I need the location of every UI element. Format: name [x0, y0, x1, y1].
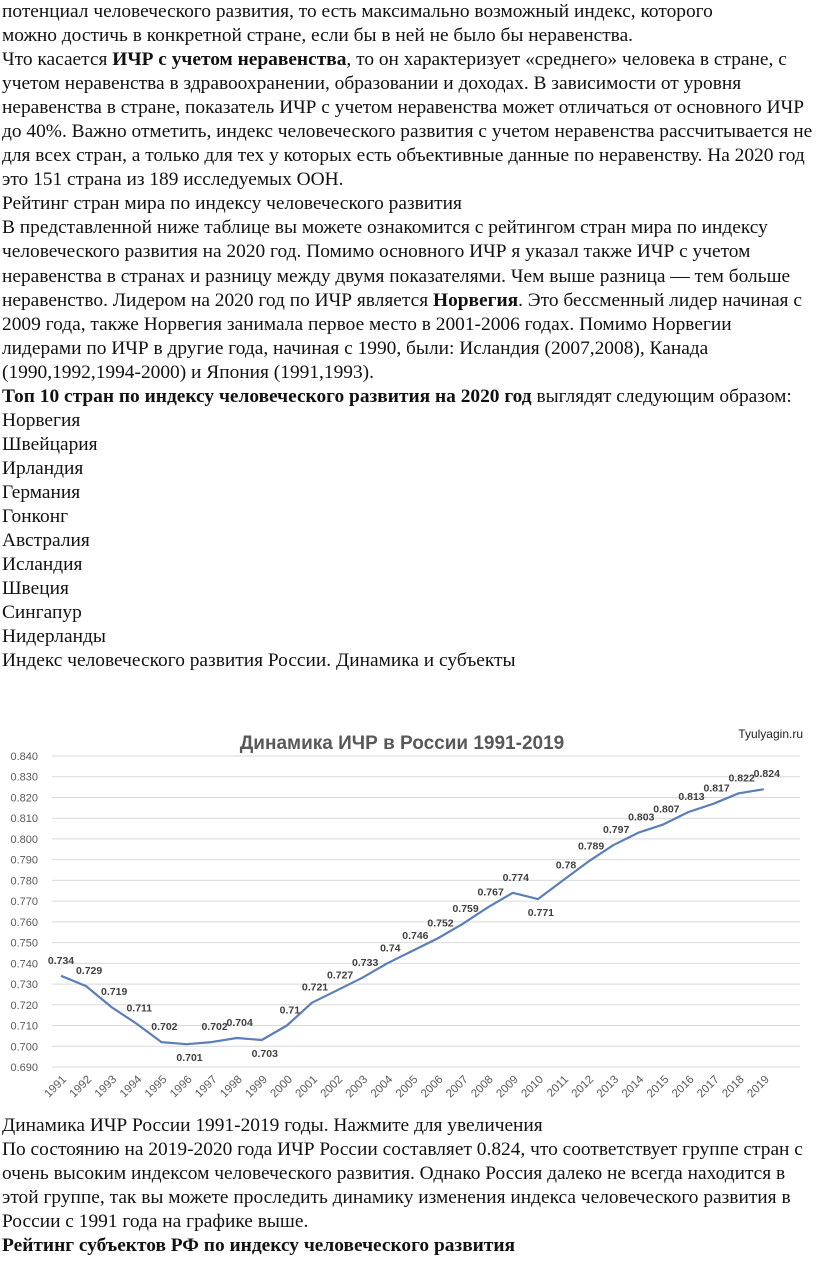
y-tick-label: 0.830 — [10, 771, 38, 784]
x-tick-label: 2018 — [720, 1073, 747, 1101]
data-label: 0.822 — [728, 772, 755, 785]
x-tick-label: 2005 — [393, 1073, 421, 1101]
chart-watermark: Tyulyagin.ru — [738, 727, 803, 741]
ihdi-prefix: Что касается — [2, 49, 113, 71]
country-item: Германия — [2, 481, 81, 503]
x-tick-label: 2000 — [268, 1073, 296, 1101]
data-label: 0.759 — [452, 902, 479, 915]
chart-title: Динамика ИЧР в России 1991-2019 — [239, 733, 565, 754]
chart-caption[interactable]: Динамика ИЧР России 1991-2019 годы. Нажмите для увеличения — [2, 1115, 543, 1136]
x-tick-label: 2019 — [745, 1073, 772, 1101]
rating-heading: Рейтинг стран мира по индексу человеческого развития — [2, 193, 462, 215]
rating-rest: . Это бессменный лидер начиная с 2009 года, также Норвегия занимала первое место в 2001-2006 годах. Помимо Норвегии лидерами по ИЧР в другие года, начиная с 1990, были: Исландия (2007,2008), Канада (1990,1992,1994-2000) и Япония (1991,1993). — [2, 289, 802, 383]
x-tick-label: 2002 — [318, 1073, 346, 1101]
data-label: 0.71 — [279, 1004, 301, 1017]
data-label: 0.797 — [603, 824, 630, 837]
data-label: 0.719 — [101, 985, 128, 998]
summary-paragraph: По состоянию на 2019-2020 года ИЧР России составляет 0.824, что соответствует группе стран с очень высоким индексом человеческого развития. Однако Россия далеко не всегда находится в этой группе, так вы можете проследить динамику изменения индекса человеческого развития в России с 1991 года на графике выше. — [2, 1139, 803, 1233]
x-tick-label: 2012 — [569, 1073, 597, 1101]
data-label: 0.721 — [301, 981, 329, 994]
data-label: 0.807 — [653, 803, 680, 816]
data-label: 0.704 — [226, 1016, 253, 1029]
ihdi-rest: , то он характеризует «среднего» человека в стране, с учетом неравенства в здравоохранении, образовании и доходах. В зависимости от уровня неравенства в стране, показатель ИЧР с учетом неравенства может отличаться от основного ИЧР до 40%. Важно отметить, индекс человеческого развития с учетом неравенства рассчитывается не для всех стран, а только для тех у которых есть объективные данные по неравенству. На 2020 год это 151 страна из 189 исследуемых ООН. — [2, 49, 813, 191]
x-tick-label: 2017 — [695, 1073, 722, 1101]
x-tick-label: 2011 — [545, 1073, 572, 1100]
data-label: 0.752 — [427, 917, 454, 930]
y-tick-label: 0.720 — [10, 999, 38, 1012]
data-label: 0.774 — [502, 871, 529, 884]
intro-line-2: можно достичь в конкретной стране, если бы в ней не было бы неравенства. — [2, 25, 634, 47]
x-tick-label: 1993 — [92, 1073, 120, 1101]
y-tick-label: 0.760 — [10, 916, 38, 929]
russia-heading: Индекс человеческого развития России. Динамика и субъекты — [2, 650, 516, 672]
rating-paragraph — [2, 216, 814, 384]
x-tick-label: 1994 — [117, 1073, 145, 1101]
country-item: Норвегия — [2, 409, 81, 431]
top10-rest: выглядят следующим образом: — [531, 385, 792, 407]
hdi-chart[interactable] — [0, 722, 812, 1113]
data-label: 0.733 — [352, 956, 379, 969]
rating-prefix: В представленной ниже таблице вы можете ознакомится с рейтингом стран мира по индексу человеческого развития на 2020 год. Помимо основного ИЧР я указал также ИЧР с учетом неравенства в странах и разницу между двумя показателями. Чем выше разница — тем больше неравенство. Лидером на 2020 год по ИЧР является — [2, 217, 791, 311]
subjects-heading — [2, 1234, 814, 1258]
data-label: 0.703 — [251, 1048, 278, 1061]
country-item: Сингапур — [2, 602, 82, 624]
top10-bold: Топ 10 стран по индексу человеческого развития на 2020 год — [2, 385, 532, 407]
data-label: 0.771 — [527, 907, 555, 920]
data-label: 0.767 — [477, 886, 504, 899]
data-label: 0.729 — [75, 965, 103, 978]
y-tick-label: 0.690 — [10, 1062, 38, 1074]
x-tick-label: 1996 — [168, 1073, 195, 1101]
country-item: Ирландия — [2, 457, 84, 479]
y-tick-label: 0.790 — [10, 854, 38, 867]
data-label: 0.78 — [555, 859, 577, 872]
x-tick-label: 2008 — [469, 1073, 496, 1101]
data-label: 0.711 — [126, 1002, 153, 1015]
data-label: 0.746 — [402, 929, 429, 942]
x-tick-label: 2010 — [519, 1073, 547, 1101]
subjects-heading-text: Рейтинг субъектов РФ по индексу человеческого развития — [2, 1235, 516, 1257]
data-label: 0.817 — [703, 782, 730, 795]
x-tick-label: 2006 — [419, 1073, 446, 1101]
country-item: Исландия — [2, 554, 83, 576]
data-label: 0.789 — [577, 840, 605, 853]
y-tick-label: 0.740 — [10, 958, 38, 971]
ihdi-bold: ИЧР с учетом неравенства — [112, 49, 347, 71]
x-tick-label: 2003 — [343, 1073, 371, 1101]
y-tick-label: 0.700 — [10, 1041, 38, 1054]
data-label: 0.702 — [151, 1021, 178, 1034]
after-chart-content — [2, 1114, 814, 1258]
y-tick-label: 0.840 — [10, 751, 38, 763]
x-tick-label: 2009 — [494, 1073, 521, 1101]
y-tick-label: 0.820 — [10, 792, 38, 805]
y-tick-label: 0.810 — [10, 813, 38, 826]
document-body — [2, 0, 814, 673]
x-tick-label: 1997 — [193, 1073, 220, 1101]
y-tick-label: 0.770 — [10, 896, 38, 909]
x-tick-label: 1999 — [243, 1073, 270, 1101]
data-label: 0.701 — [176, 1052, 203, 1065]
y-tick-label: 0.780 — [10, 875, 38, 888]
country-item: Швейцария — [2, 433, 98, 455]
leader-country: Норвегия — [433, 289, 519, 311]
data-label: 0.824 — [753, 768, 780, 781]
y-tick-label: 0.800 — [10, 833, 38, 846]
x-tick-label: 2001 — [293, 1073, 321, 1101]
country-item: Австралия — [2, 530, 90, 552]
data-label: 0.702 — [201, 1021, 228, 1034]
x-tick-label: 2013 — [594, 1073, 622, 1101]
x-tick-label: 1992 — [67, 1073, 95, 1101]
x-tick-label: 2016 — [670, 1073, 697, 1101]
country-item: Гонконг — [2, 505, 69, 527]
y-tick-label: 0.730 — [10, 979, 38, 992]
x-tick-label: 2014 — [619, 1073, 647, 1101]
top10-intro — [2, 385, 814, 409]
x-tick-label: 2004 — [368, 1073, 396, 1101]
y-tick-label: 0.710 — [10, 1020, 38, 1033]
country-item: Швеция — [2, 578, 69, 600]
x-tick-label: 1998 — [218, 1073, 245, 1101]
x-tick-label: 1991 — [42, 1073, 70, 1101]
x-tick-label: 2007 — [444, 1073, 471, 1101]
x-tick-label: 2015 — [644, 1073, 672, 1101]
data-label: 0.813 — [678, 790, 705, 803]
data-label: 0.74 — [380, 942, 401, 955]
data-label: 0.803 — [628, 811, 655, 824]
data-label: 0.727 — [326, 969, 354, 982]
x-tick-label: 1995 — [142, 1073, 170, 1101]
country-item: Нидерланды — [2, 626, 106, 648]
intro-line-1: потенциал человеческого развития, то есть максимально возможный индекс, которого — [2, 1, 713, 22]
y-tick-label: 0.750 — [10, 937, 38, 950]
data-label: 0.734 — [47, 954, 75, 967]
ihdi-paragraph — [2, 48, 814, 192]
